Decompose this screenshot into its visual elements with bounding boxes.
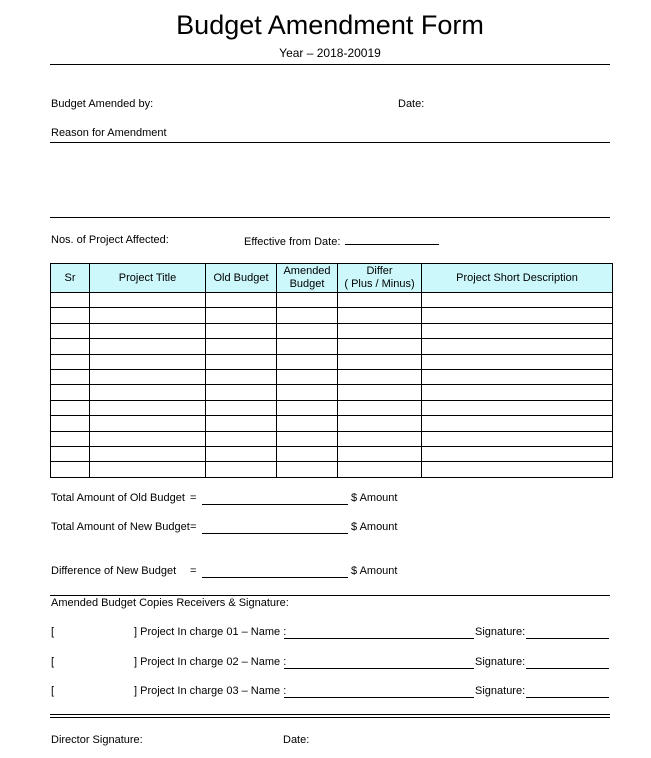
total-old-label: Total Amount of Old Budget — [51, 492, 185, 504]
reason-label: Reason for Amendment — [51, 127, 167, 139]
table-cell[interactable] — [277, 446, 338, 461]
date-label: Date: — [398, 98, 425, 110]
table-cell[interactable] — [206, 293, 277, 308]
receiver-2-name-field[interactable] — [284, 658, 474, 669]
table-cell[interactable] — [422, 462, 613, 477]
director-signature-label: Director Signature: — [51, 734, 143, 746]
table-row — [51, 431, 613, 446]
table-row — [51, 385, 613, 400]
table-cell[interactable] — [206, 431, 277, 446]
column-header-6 — [422, 264, 613, 293]
table-cell[interactable] — [206, 323, 277, 338]
table-row — [51, 308, 613, 323]
total-new-label: Total Amount of New Budget — [51, 521, 190, 533]
difference-unit: $ Amount — [351, 565, 398, 577]
table-cell[interactable] — [51, 462, 90, 477]
table-cell[interactable] — [338, 293, 422, 308]
effective-from-label: Effective from Date: — [244, 236, 341, 248]
table-cell[interactable] — [338, 369, 422, 384]
receivers-heading: Amended Budget Copies Receivers & Signature: — [51, 597, 289, 609]
table-cell[interactable] — [51, 431, 90, 446]
column-header-4 — [277, 264, 338, 293]
table-row — [51, 369, 613, 384]
table-cell[interactable] — [206, 354, 277, 369]
receiver-1-label: ] Project In charge 01 – Name : — [134, 626, 287, 638]
table-cell[interactable] — [422, 400, 613, 415]
column-header-3-line1: Old Budget — [213, 271, 269, 284]
column-header-5-line1: Differ — [366, 265, 393, 277]
table-cell[interactable] — [90, 462, 206, 477]
table-cell[interactable] — [338, 462, 422, 477]
table-cell[interactable] — [277, 400, 338, 415]
table-cell[interactable] — [51, 308, 90, 323]
table-cell[interactable] — [51, 446, 90, 461]
receiver-1-signature-label: Signature: — [475, 626, 526, 638]
difference-field[interactable] — [202, 567, 348, 578]
form-year: Year – 2018-20019 — [279, 46, 381, 60]
table-cell[interactable] — [90, 416, 206, 431]
project-table — [50, 263, 613, 478]
receiver-1-name-field[interactable] — [284, 628, 474, 639]
column-header-2 — [90, 264, 206, 293]
table-cell[interactable] — [277, 308, 338, 323]
table-cell[interactable] — [90, 400, 206, 415]
table-cell[interactable] — [277, 293, 338, 308]
total-new-unit: $ Amount — [351, 521, 398, 533]
table-cell[interactable] — [422, 293, 613, 308]
table-cell[interactable] — [277, 354, 338, 369]
header-divider — [50, 64, 610, 65]
column-header-4-line2: Budget — [289, 278, 325, 290]
table-cell[interactable] — [338, 431, 422, 446]
difference-label: Difference of New Budget — [51, 565, 177, 577]
table-cell[interactable] — [90, 385, 206, 400]
table-row — [51, 462, 613, 477]
receiver-2-open-bracket: [ — [51, 656, 55, 668]
table-cell[interactable] — [51, 385, 90, 400]
table-cell[interactable] — [51, 293, 90, 308]
column-header-1 — [51, 264, 90, 293]
receiver-3-open-bracket: [ — [51, 685, 55, 697]
total-new-equals: = — [190, 521, 197, 533]
table-cell[interactable] — [51, 323, 90, 338]
table-cell[interactable] — [206, 339, 277, 354]
table-cell[interactable] — [277, 462, 338, 477]
receiver-3-signature-field[interactable] — [526, 687, 609, 698]
effective-from-row — [244, 234, 439, 248]
table-cell[interactable] — [277, 431, 338, 446]
table-cell[interactable] — [90, 339, 206, 354]
total-old-field[interactable] — [202, 494, 348, 505]
table-row — [51, 339, 613, 354]
receiver-3-signature-label: Signature: — [475, 685, 526, 697]
table-cell[interactable] — [277, 385, 338, 400]
receiver-3-name-field[interactable] — [284, 687, 474, 698]
column-header-3 — [206, 264, 277, 293]
column-header-4-line1: Amended — [283, 265, 331, 277]
table-cell[interactable] — [338, 416, 422, 431]
receiver-2-label: ] Project In charge 02 – Name : — [134, 656, 287, 668]
table-cell[interactable] — [90, 323, 206, 338]
table-cell[interactable] — [338, 323, 422, 338]
table-cell[interactable] — [338, 339, 422, 354]
table-cell[interactable] — [51, 354, 90, 369]
table-cell[interactable] — [338, 446, 422, 461]
table-cell[interactable] — [206, 462, 277, 477]
table-cell[interactable] — [206, 446, 277, 461]
table-row — [51, 446, 613, 461]
table-cell[interactable] — [277, 369, 338, 384]
table-cell[interactable] — [422, 369, 613, 384]
table-cell[interactable] — [90, 446, 206, 461]
budget-amended-by-label: Budget Amended by: — [51, 98, 154, 110]
receiver-1-open-bracket: [ — [51, 626, 55, 638]
table-cell[interactable] — [51, 400, 90, 415]
table-cell[interactable] — [277, 323, 338, 338]
table-cell[interactable] — [422, 446, 613, 461]
table-cell[interactable] — [206, 416, 277, 431]
receiver-1-signature-field[interactable] — [526, 628, 609, 639]
table-row — [51, 293, 613, 308]
table-cell[interactable] — [277, 339, 338, 354]
table-cell[interactable] — [422, 323, 613, 338]
receiver-2-signature-label: Signature: — [475, 656, 526, 668]
table-cell[interactable] — [90, 354, 206, 369]
footer-date-label: Date: — [283, 734, 310, 746]
table-cell[interactable] — [206, 385, 277, 400]
table-row — [51, 400, 613, 415]
table-cell[interactable] — [51, 369, 90, 384]
column-header-5-line2: ( Plus / Minus) — [344, 278, 415, 290]
table-cell[interactable] — [422, 416, 613, 431]
table-cell[interactable] — [90, 369, 206, 384]
column-header-1-line1: Sr — [64, 271, 76, 284]
footer-divider-bottom — [50, 717, 610, 718]
table-cell[interactable] — [277, 416, 338, 431]
receiver-3-label: ] Project In charge 03 – Name : — [134, 685, 287, 697]
table-cell[interactable] — [422, 354, 613, 369]
table-cell[interactable] — [422, 308, 613, 323]
effective-from-field[interactable] — [345, 234, 439, 245]
table-row — [51, 323, 613, 338]
table-cell[interactable] — [51, 416, 90, 431]
form-title: Budget Amendment Form — [176, 10, 484, 40]
table-row — [51, 354, 613, 369]
table-cell[interactable] — [338, 385, 422, 400]
table-cell[interactable] — [206, 400, 277, 415]
projects-affected-label: Nos. of Project Affected: — [51, 234, 169, 246]
table-cell[interactable] — [338, 354, 422, 369]
table-cell[interactable] — [206, 308, 277, 323]
table-cell[interactable] — [90, 431, 206, 446]
table-cell[interactable] — [206, 369, 277, 384]
table-cell[interactable] — [90, 308, 206, 323]
total-new-field[interactable] — [202, 523, 348, 534]
table-cell[interactable] — [422, 431, 613, 446]
footer-divider-top — [50, 714, 610, 715]
table-cell[interactable] — [90, 293, 206, 308]
column-header-2-line1: Project Title — [118, 271, 177, 284]
table-cell[interactable] — [338, 308, 422, 323]
column-header-6-line1: Project Short Description — [456, 271, 578, 284]
table-cell[interactable] — [51, 339, 90, 354]
difference-equals: = — [190, 565, 197, 577]
table-row — [51, 416, 613, 431]
table-header-row — [51, 264, 613, 293]
column-header-5 — [338, 264, 422, 293]
total-old-unit: $ Amount — [351, 492, 398, 504]
table-cell[interactable] — [422, 385, 613, 400]
table-body — [51, 293, 613, 478]
reason-line — [50, 142, 610, 143]
reason-bottom-line — [50, 217, 610, 218]
total-old-equals: = — [190, 492, 197, 504]
receivers-divider — [50, 595, 610, 596]
receiver-2-signature-field[interactable] — [526, 658, 609, 669]
table-cell[interactable] — [422, 339, 613, 354]
table-cell[interactable] — [338, 400, 422, 415]
